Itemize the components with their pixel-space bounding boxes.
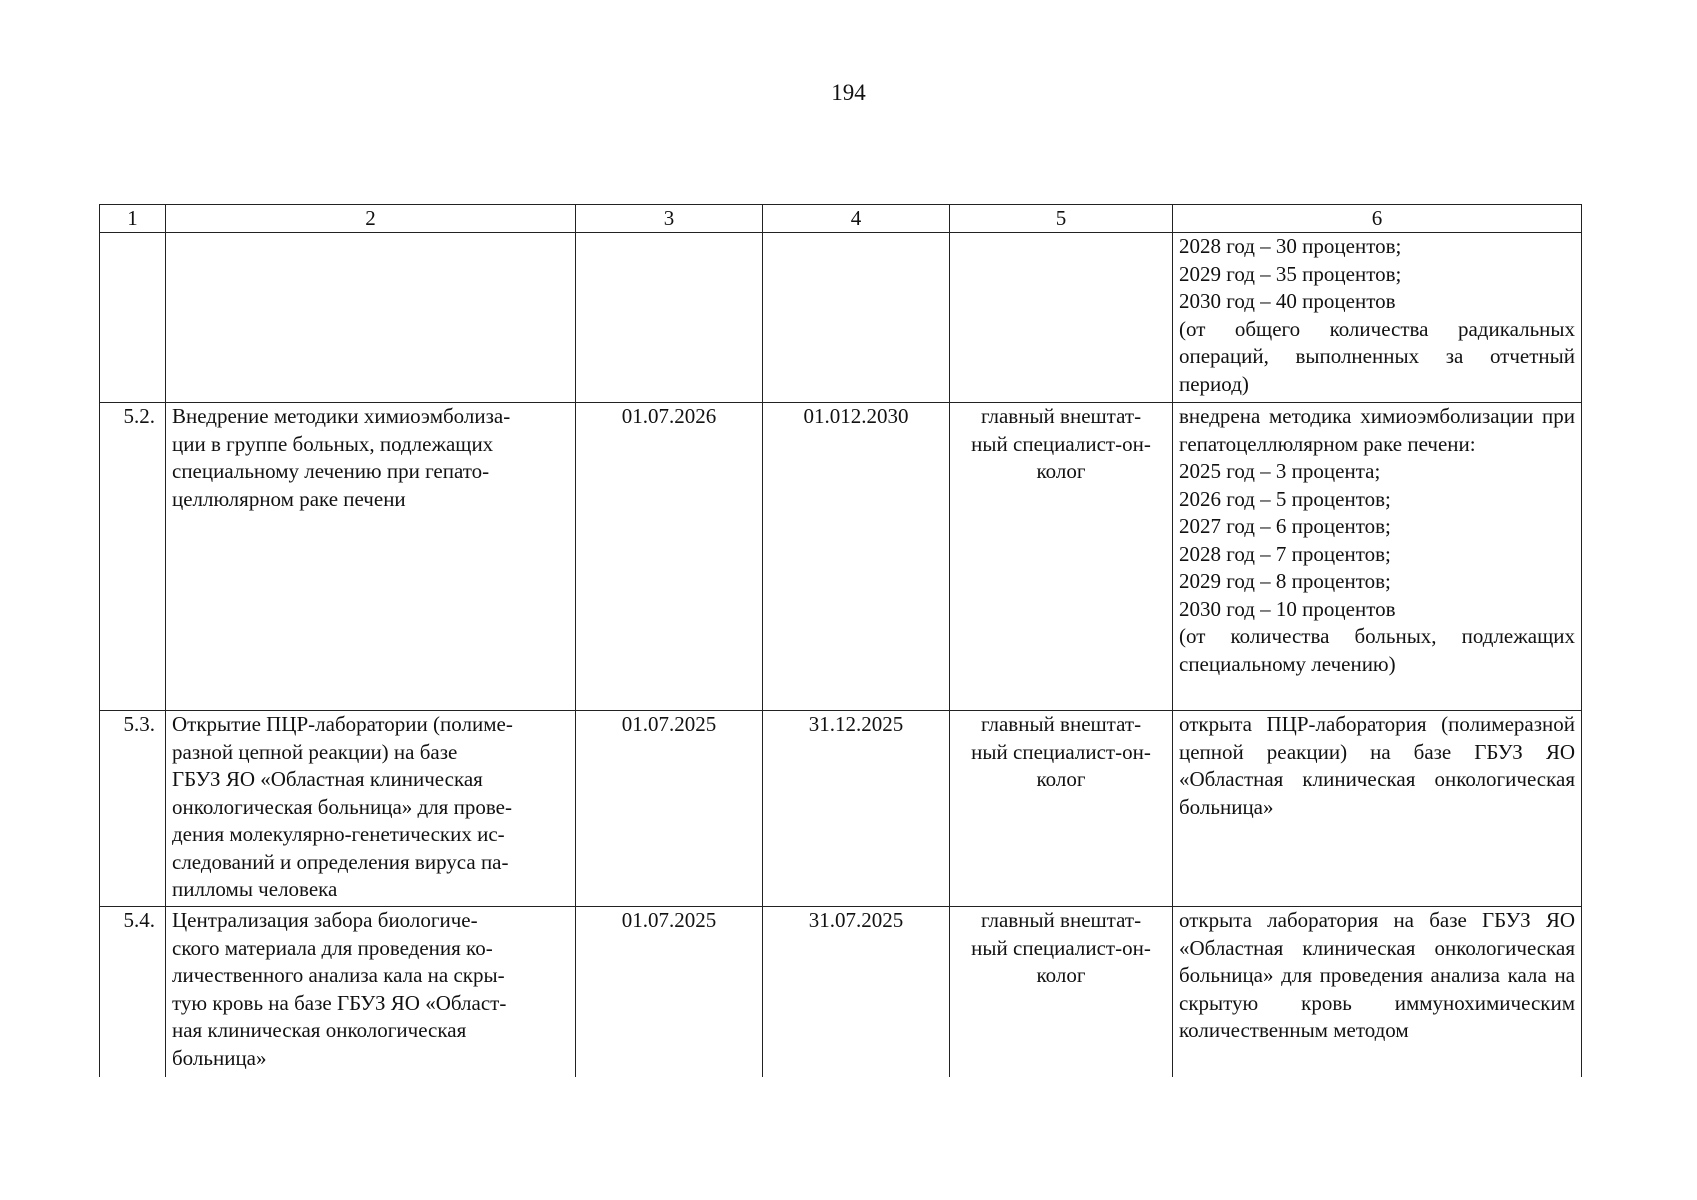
name-line: личественного анализа кала на скры- [172, 963, 505, 987]
name-line: дения молекулярно-генетических ис- [172, 822, 505, 846]
measure-name [166, 403, 576, 711]
name-line: следований и определения вируса па- [172, 849, 509, 874]
result-line: 2028 год – 7 процентов; [1179, 541, 1391, 566]
responsible-line: колог [1036, 767, 1086, 791]
result-line: 2029 год – 8 процентов; [1179, 569, 1391, 593]
measure-name [166, 711, 576, 907]
result-line: 2026 год – 5 процентов; [1179, 486, 1391, 511]
expected-result [1173, 403, 1582, 711]
result-line: 2029 год – 35 процентов; [1179, 261, 1402, 286]
result-line: (от количества больных, подлежащих специальному лечению) [1179, 624, 1575, 676]
result-line: 2030 год – 10 процентов [1179, 596, 1396, 621]
result-line: 2030 год – 40 процентов [1179, 289, 1396, 313]
responsible [950, 907, 1173, 1077]
name-line: целлюлярном раке печени [172, 486, 406, 511]
name-line: Централизация забора биологиче- [172, 908, 478, 932]
column-header: 4 [763, 205, 950, 233]
result-line: 2025 год – 3 процента; [1179, 459, 1381, 483]
result-line: открыта лаборатория на базе ГБУЗ ЯО «Областная клиническая онкологическая больница» для проведения анализа кала на скрытую кровь иммунохимическим количественным методом [1179, 908, 1575, 1042]
end-date: 31.07.2025 [763, 907, 950, 1077]
start-date: 01.07.2026 [576, 403, 763, 711]
responsible [950, 403, 1173, 711]
name-line: специальному лечению при гепато- [172, 459, 490, 483]
responsible [950, 711, 1173, 907]
table-row [100, 403, 1582, 711]
responsible-line: ный специалист-он- [971, 935, 1151, 960]
table-row [100, 233, 1582, 403]
measures-table [99, 204, 1582, 1077]
responsible [950, 233, 1173, 403]
column-header: 2 [166, 205, 576, 233]
expected-result [1173, 711, 1582, 907]
name-line: ского материала для проведения ко- [172, 935, 493, 960]
result-line: внедрена методика химиоэмболизации при гепатоцеллюлярном раке печени: [1179, 404, 1575, 456]
measure-name [166, 907, 576, 1077]
name-line: больница» [172, 1045, 267, 1070]
name-line: тую кровь на базе ГБУЗ ЯО «Област- [172, 990, 507, 1015]
name-line: ная клиническая онкологическая [172, 1018, 467, 1042]
table-row [100, 711, 1582, 907]
page-number: 194 [831, 80, 866, 105]
table-header-row [100, 205, 1582, 233]
column-header: 3 [576, 205, 763, 233]
column-header: 1 [100, 205, 166, 233]
responsible-line: колог [1036, 459, 1086, 483]
responsible-line: ный специалист-он- [971, 739, 1151, 764]
expected-result [1173, 907, 1582, 1077]
row-number: 5.3. [100, 711, 166, 907]
responsible-line: колог [1036, 963, 1086, 987]
name-line: разной цепной реакции) на базе [172, 739, 458, 764]
result-line: открыта ПЦР-лаборатория (полимеразной цепной реакции) на базе ГБУЗ ЯО «Областная клиническая онкологическая больница» [1179, 712, 1575, 819]
start-date [576, 233, 763, 403]
result-line: 2027 год – 6 процентов; [1179, 514, 1391, 538]
responsible-line: главный внештат- [980, 404, 1142, 428]
row-number: 5.2. [100, 403, 166, 711]
result-line: (от общего количества радикальных операций, выполненных за отчетный период) [1179, 316, 1575, 396]
name-line: пилломы человека [172, 877, 338, 901]
start-date: 01.07.2025 [576, 711, 763, 907]
end-date [763, 233, 950, 403]
responsible-line: главный внештат- [980, 908, 1142, 932]
name-line: ГБУЗ ЯО «Областная клиническая [172, 767, 483, 791]
end-date: 01.012.2030 [763, 403, 950, 711]
name-line: онкологическая больница» для прове- [172, 794, 512, 819]
name-line: Внедрение методики химиоэмболиза- [172, 404, 511, 428]
responsible-line: ный специалист-он- [971, 431, 1151, 456]
name-line: Открытие ПЦР-лаборатории (полиме- [172, 712, 513, 736]
measure-name [166, 233, 576, 403]
table-row [100, 907, 1582, 1077]
result-line: 2028 год – 30 процентов; [1179, 234, 1402, 258]
name-line: ции в группе больных, подлежащих [172, 431, 494, 456]
end-date: 31.12.2025 [763, 711, 950, 907]
row-number: 5.4. [100, 907, 166, 1077]
start-date: 01.07.2025 [576, 907, 763, 1077]
expected-result [1173, 233, 1582, 403]
row-number [100, 233, 166, 403]
column-header: 5 [950, 205, 1173, 233]
column-header: 6 [1173, 205, 1582, 233]
responsible-line: главный внештат- [980, 712, 1142, 736]
